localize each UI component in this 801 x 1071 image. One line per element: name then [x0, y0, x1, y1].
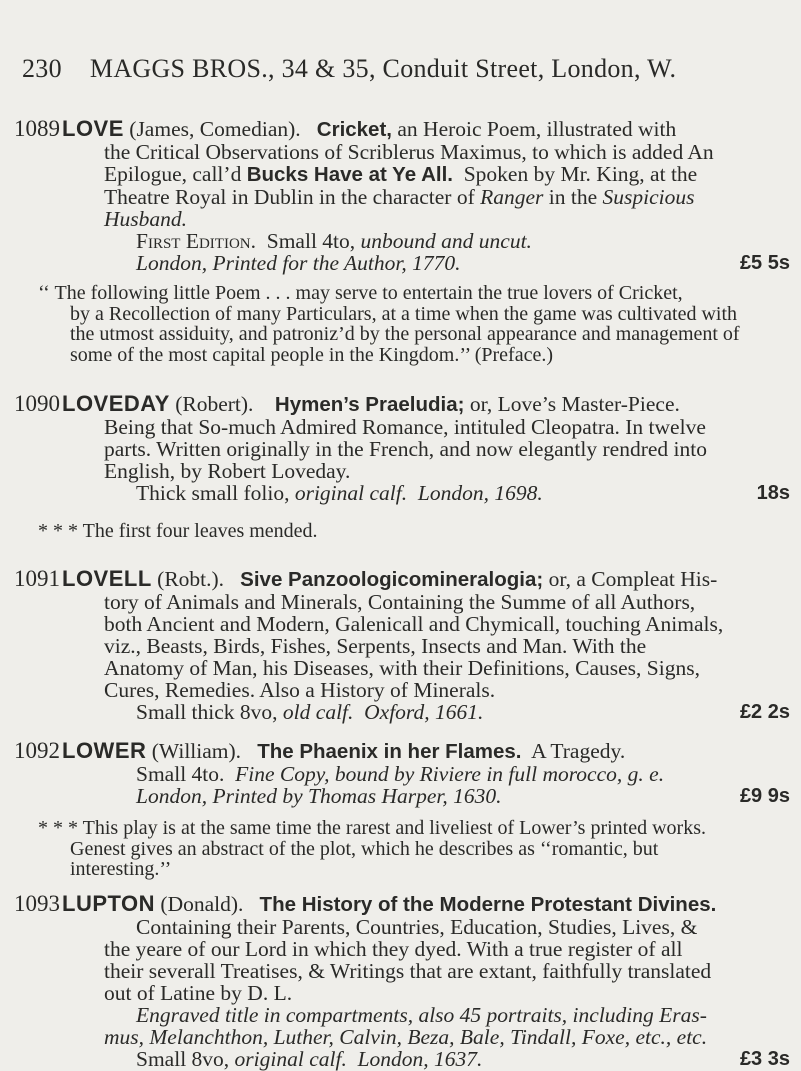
epilogue-title: Bucks Have at Ye All. — [246, 163, 453, 186]
author-detail: (Donald). — [155, 892, 244, 916]
lot-number: 1093 — [14, 891, 60, 916]
play-name: Suspicious — [602, 185, 695, 209]
description-line: parts. Written originally in the French, and now elegantly rendred into — [104, 437, 707, 461]
description-line: tory of Animals and Minerals, Containing the Summe of all Authors, — [104, 590, 696, 614]
imprint: London, 1698. — [417, 481, 543, 505]
author-name: LUPTON — [62, 891, 156, 916]
note-line: * * * The first four leaves mended. — [38, 520, 318, 542]
illustration-line: Engraved title in compartments, also 45 portraits, including Eras- — [136, 1003, 707, 1027]
description-line: A Tragedy. — [526, 739, 626, 763]
author-name: LOVELL — [62, 566, 152, 591]
description-line: viz., Beasts, Birds, Fishes, Serpents, Insects and Man. With the — [104, 634, 647, 658]
catalogue-entry — [14, 393, 790, 504]
description-line: their severall Treatises, & Writings that are extant, faithfully translated — [104, 959, 712, 983]
description-line: Anatomy of Man, his Diseases, with their Definitions, Causes, Signs, — [104, 656, 700, 680]
description-line: Epilogue, call’d — [104, 162, 247, 186]
binding: Fine Copy, bound by Riviere in full morocco, g. e. — [235, 762, 665, 786]
entry-note — [38, 283, 790, 365]
note-line: ‘‘ The following little Poem . . . may serve to entertain the true lovers of Cricket, — [38, 282, 683, 304]
edition-label: First Edition. — [136, 229, 256, 253]
imprint: London, Printed by Thomas Harper, 1630. — [136, 784, 502, 808]
description-line: or, a Compleat His- — [543, 567, 718, 591]
imprint: London, 1637. — [357, 1047, 483, 1071]
lot-number: 1090 — [14, 391, 60, 416]
catalogue-entry — [14, 893, 790, 1070]
illustration-line: mus, Melanchthon, Luther, Calvin, Beza, Bale, Tindall, Foxe, etc., etc. — [104, 1025, 708, 1049]
binding: unbound and uncut. — [360, 229, 532, 253]
book-title: Sive Panzoologicomineralogia; — [240, 568, 544, 591]
price: £5 5s — [739, 252, 790, 274]
note-line: interesting.’’ — [70, 858, 172, 880]
lot-number: 1089 — [14, 116, 60, 141]
book-title: The Phaenix in her Flames. — [257, 740, 522, 763]
description-line: the yeare of our Lord in which they dyed. With a true register of all — [104, 937, 683, 961]
lot-number: 1091 — [14, 566, 60, 591]
format: Thick small folio, — [136, 481, 295, 505]
description-line: Spoken by Mr. King, at the — [463, 162, 698, 186]
catalogue-entry — [14, 568, 790, 723]
price: £3 3s — [739, 1048, 790, 1070]
price: 18s — [756, 482, 790, 504]
price: £2 2s — [739, 701, 790, 723]
catalogue-entry — [14, 118, 790, 274]
author-detail: (Robert). — [169, 392, 254, 416]
imprint: Oxford, 1661. — [364, 700, 484, 724]
description-line: out of Latine by D. L. — [104, 981, 293, 1005]
binding: original calf. — [234, 1047, 347, 1071]
publisher-line: MAGGS BROS., 34 & 35, Conduit Street, London, W. — [89, 54, 677, 83]
author-name: LOVE — [62, 116, 124, 141]
catalogue-entry — [14, 740, 790, 807]
page-number: 230 — [22, 54, 62, 83]
price: £9 9s — [739, 785, 790, 807]
note-line: some of the most capital people in the Kingdom.’’ (Preface.) — [70, 343, 553, 366]
author-detail: (Robt.). — [151, 567, 225, 591]
author-name: LOWER — [62, 738, 147, 763]
entry-note — [38, 818, 790, 880]
description-line: the Critical Observations of Scriblerus Maximus, to which is added An — [104, 140, 714, 164]
author-detail: (James, Comedian). — [123, 117, 301, 141]
book-title: Hymen’s Praeludia; — [274, 393, 465, 416]
author-name: LOVEDAY — [62, 391, 170, 416]
description-line: or, Love’s Master-Piece. — [464, 392, 680, 416]
note-line: * * * This play is at the same time the rarest and liveliest of Lower’s printed works. — [38, 817, 706, 839]
description-line: Containing their Parents, Countries, Education, Studies, Lives, & — [136, 915, 698, 939]
note-line: Genest gives an abstract of the plot, which he describes as ‘‘romantic, but — [70, 837, 659, 860]
format: Small 4to, — [266, 229, 361, 253]
description-line: Husband. — [104, 207, 188, 231]
description-line: Being that So-much Admired Romance, intituled Cleopatra. In twelve — [104, 415, 706, 439]
format: Small 8vo, — [136, 1047, 235, 1071]
format: Small 4to. — [136, 762, 230, 786]
binding: old calf. — [282, 700, 354, 724]
format: Small thick 8vo, — [136, 700, 283, 724]
book-title: The History of the Moderne Protestant Divines. — [259, 893, 717, 916]
entry-note — [38, 521, 790, 542]
description-line: Theatre Royal in Dublin in the character of — [104, 185, 481, 209]
connector-text: in the — [543, 185, 603, 209]
page-header — [22, 54, 676, 84]
character-name: Ranger — [480, 185, 544, 209]
description-line: Cures, Remedies. Also a History of Minerals. — [104, 678, 496, 702]
note-line: the utmost assiduity, and patroniz’d by the personal appearance and management of — [70, 323, 740, 345]
description-line: both Ancient and Modern, Galenicall and Chymicall, touching Animals, — [104, 612, 724, 636]
imprint: London, Printed for the Author, 1770. — [136, 251, 461, 275]
author-detail: (William). — [146, 739, 242, 763]
note-line: by a Recollection of many Particulars, at a time when the game was cultivated with — [70, 302, 738, 325]
binding: original calf. — [294, 481, 408, 505]
description-line: an Heroic Poem, illustrated with — [392, 117, 677, 141]
book-title: Cricket, — [316, 118, 392, 141]
description-line: English, by Robert Loveday. — [104, 459, 351, 483]
lot-number: 1092 — [14, 738, 60, 763]
